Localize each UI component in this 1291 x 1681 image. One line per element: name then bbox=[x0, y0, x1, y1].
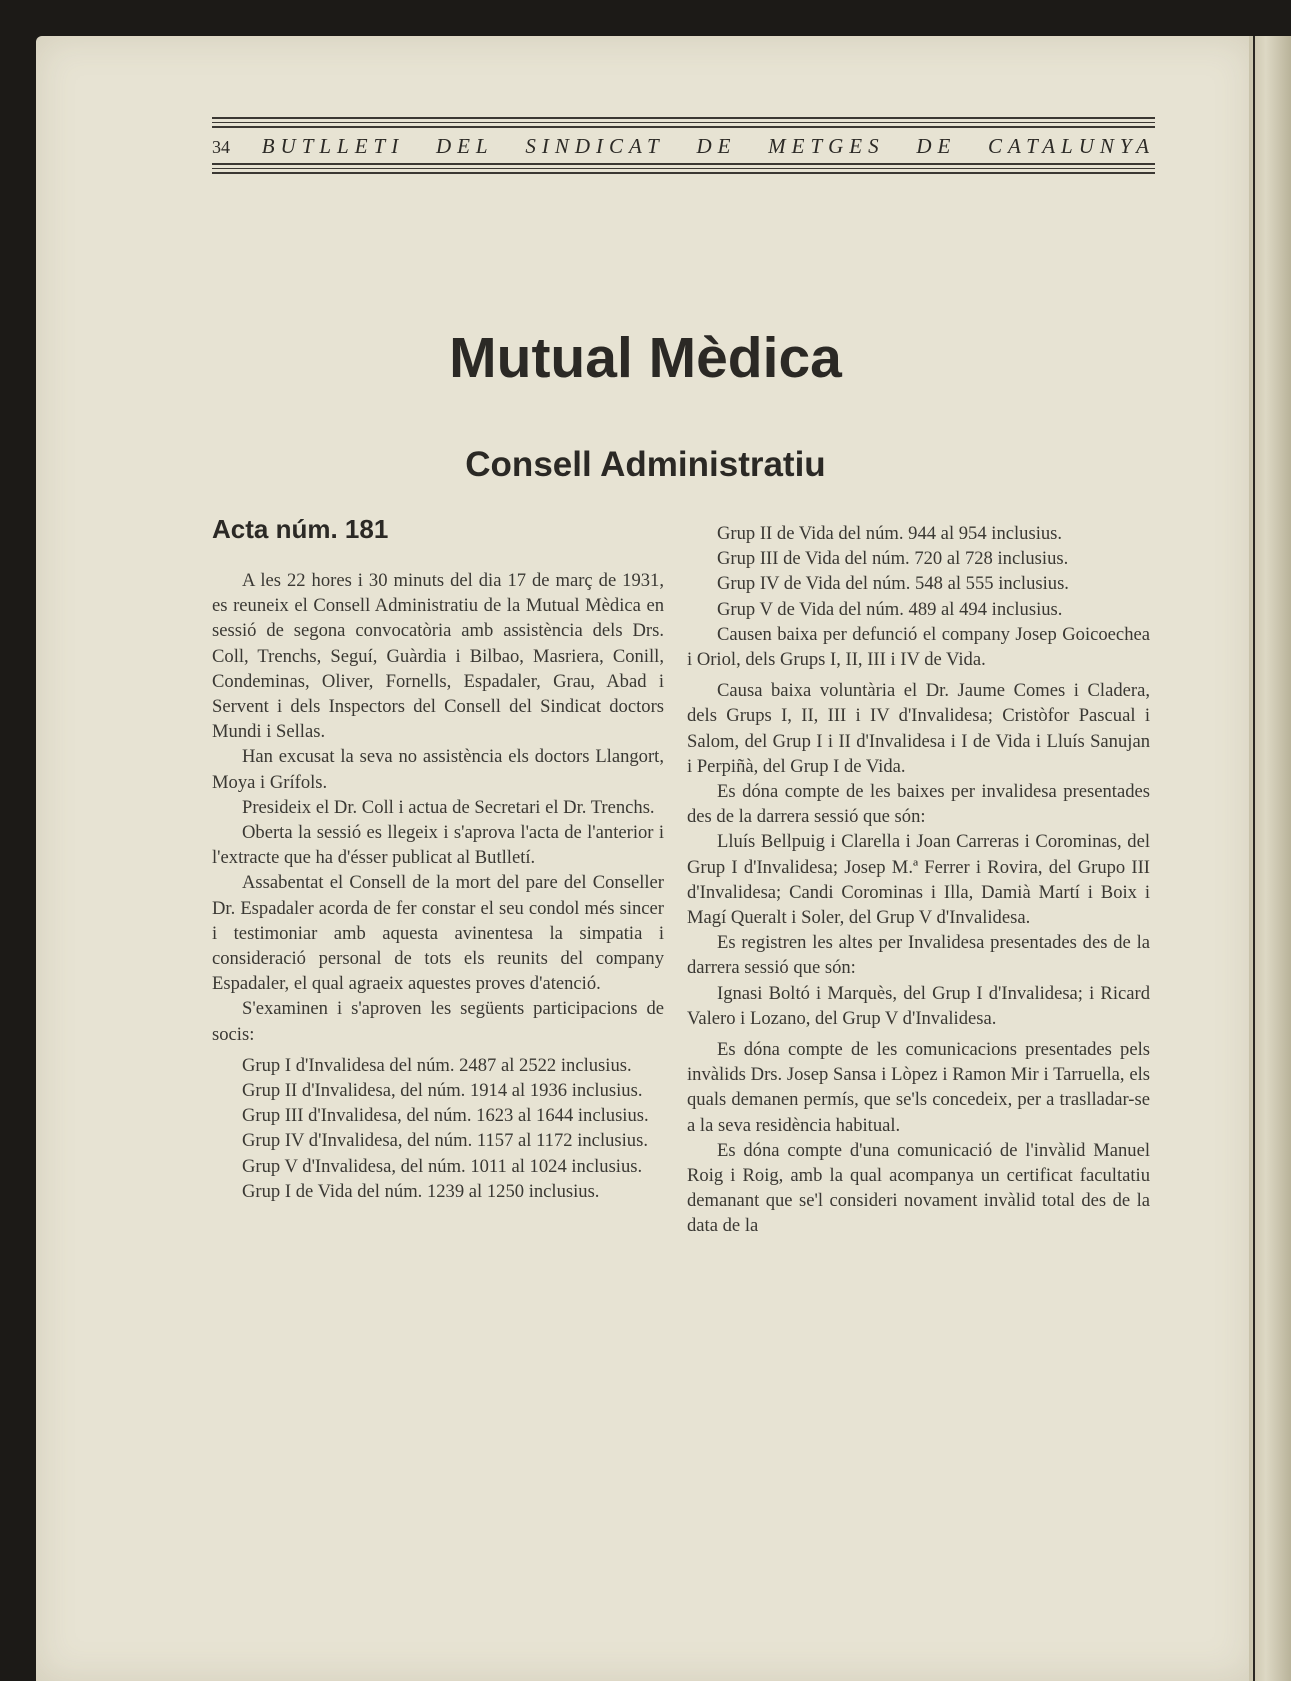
paragraph: Es dóna compte de les baixes per invalidesa presentades des de la darrera sessió que són: bbox=[687, 781, 1150, 828]
header-rule-bottom-3 bbox=[212, 172, 1155, 174]
paragraph: Grup III d'Invalidesa, del núm. 1623 al 1644 inclusius. bbox=[242, 1105, 649, 1127]
section-heading: Acta núm. 181 bbox=[212, 514, 389, 544]
paragraph: Grup IV d'Invalidesa, del núm. 1157 al 1172 inclusius. bbox=[242, 1130, 648, 1152]
paragraph: Assabentat el Consell de la mort del pare del Conseller Dr. Espadaler acorda de fer constar el seu condol més sincer i testimoniar amb aquesta avinentesa la simpatia i consideració personal de tots els reunits del company Espadaler, el qual agraeix aquestes proves d'atenció. bbox=[212, 872, 664, 995]
header-rule-bottom-2 bbox=[212, 168, 1155, 169]
paragraph: Grup II de Vida del núm. 944 al 954 inclusius. bbox=[717, 523, 1063, 544]
paragraph: Grup III de Vida del núm. 720 al 728 inclusius. bbox=[717, 548, 1069, 570]
header-word: METGES bbox=[768, 134, 885, 158]
paragraph: Ignasi Boltó i Marquès, del Grup I d'Invalidesa; i Ricard Valero i Lozano, del Grup V d'Invalidesa. bbox=[687, 982, 1150, 1029]
paragraph: Causa baixa voluntària el Dr. Jaume Comes i Cladera, dels Grups I, II, III i IV d'Invalidesa; Cristòfor Pascual i Salom, del Grup I i II d'Invalidesa i I de Vida i Lluís Sanujan i Perpiñà, del Grup I de Vida. bbox=[687, 680, 1150, 777]
paragraph: Han excusat la seva no assistència els doctors Llangort, Moya i Grífols. bbox=[212, 746, 664, 793]
header-rule-top-1 bbox=[212, 117, 1155, 119]
paragraph: S'examinen i s'aproven les següents participacions de socis: bbox=[212, 998, 664, 1045]
header-word: DE bbox=[916, 134, 957, 158]
header-word: DEL bbox=[435, 134, 494, 158]
paragraph: Grup I de Vida del núm. 1239 al 1250 inclusius. bbox=[242, 1180, 600, 1202]
paragraph: Es dóna compte d'una comunicació de l'invàlid Manuel Roig i Roig, amb la qual acompanya un certificat facultatiu demanant que se'l consideri novament invàlid total des de la data de la bbox=[687, 1139, 1150, 1237]
header-rule-bottom-1 bbox=[212, 163, 1155, 165]
header-word: SINDICAT bbox=[525, 134, 665, 158]
right-column bbox=[687, 521, 1150, 1239]
header-word: BUTLLETI bbox=[261, 134, 405, 158]
page-number: 34 bbox=[212, 137, 230, 157]
paragraph: Oberta la sessió es llegeix i s'aprova l'acta de l'anterior i l'extracte que ha d'ésser publicat al Butlletí. bbox=[212, 822, 664, 869]
spine-edge bbox=[1253, 36, 1255, 1681]
paragraph: Es registren les altes per Invalidesa presentades des de la darrera sessió que són: bbox=[687, 932, 1150, 979]
paragraph: Grup IV de Vida del núm. 548 al 555 inclusius. bbox=[717, 573, 1069, 595]
paragraph: Grup II d'Invalidesa, del núm. 1914 al 1936 inclusius. bbox=[242, 1080, 643, 1102]
paragraph: A les 22 hores i 30 minuts del dia 17 de març de 1931, es reuneix el Consell Administratiu de la Mutual Mèdica en sessió de segona convocatòria amb assistència dels Drs. Coll, Trenchs, Seguí, Guàrdia i Bilbao, Masriera, Conill, Condeminas, Oliver, Fornells, Espadaler, Grau, Abad i Servent i dels Inspectors del Consell del Sindicat doctors Mundi i Sellas. bbox=[212, 570, 664, 743]
paragraph: Grup V d'Invalidesa, del núm. 1011 al 1024 inclusius. bbox=[242, 1155, 643, 1177]
paragraph: Presideix el Dr. Coll i actua de Secretari el Dr. Trenchs. bbox=[242, 796, 655, 818]
header-rule-top-2 bbox=[212, 122, 1155, 123]
paragraph: Causen baixa per defunció el company Josep Goicoechea i Oriol, dels Grups I, II, III i IV de Vida. bbox=[687, 623, 1150, 671]
book-spine bbox=[1249, 36, 1291, 1681]
paragraph: Es dóna compte de les comunicacions presentades pels invàlids Drs. Josep Sansa i Lòpez i Ramon Mir i Tarruella, els quals demanen permís, que se'ls concedeix, per a traslladar-se a la seva residència habitual. bbox=[687, 1039, 1150, 1136]
left-column bbox=[212, 568, 664, 1204]
article-title: Mutual Mèdica bbox=[449, 326, 842, 390]
paragraph: Grup I d'Invalidesa del núm. 2487 al 2522 inclusius. bbox=[242, 1054, 632, 1076]
running-header bbox=[212, 134, 1155, 159]
header-word: DE bbox=[696, 134, 737, 158]
paragraph: Lluís Bellpuig i Clarella i Joan Carreras i Corominas, del Grup I d'Invalidesa; Josep M.ª Ferrer i Rovira, del Grupo III d'Invalidesa; Candi Corominas i Illa, Damià Martí i Boix i Magí Queralt i Soler, del Grup V d'Invalidesa. bbox=[687, 831, 1150, 929]
header-rule-top-3 bbox=[212, 126, 1155, 128]
header-word: CATALUNYA bbox=[988, 134, 1155, 158]
article-subtitle: Consell Administratiu bbox=[465, 445, 826, 484]
paragraph: Grup V de Vida del núm. 489 al 494 inclusius. bbox=[717, 598, 1063, 620]
